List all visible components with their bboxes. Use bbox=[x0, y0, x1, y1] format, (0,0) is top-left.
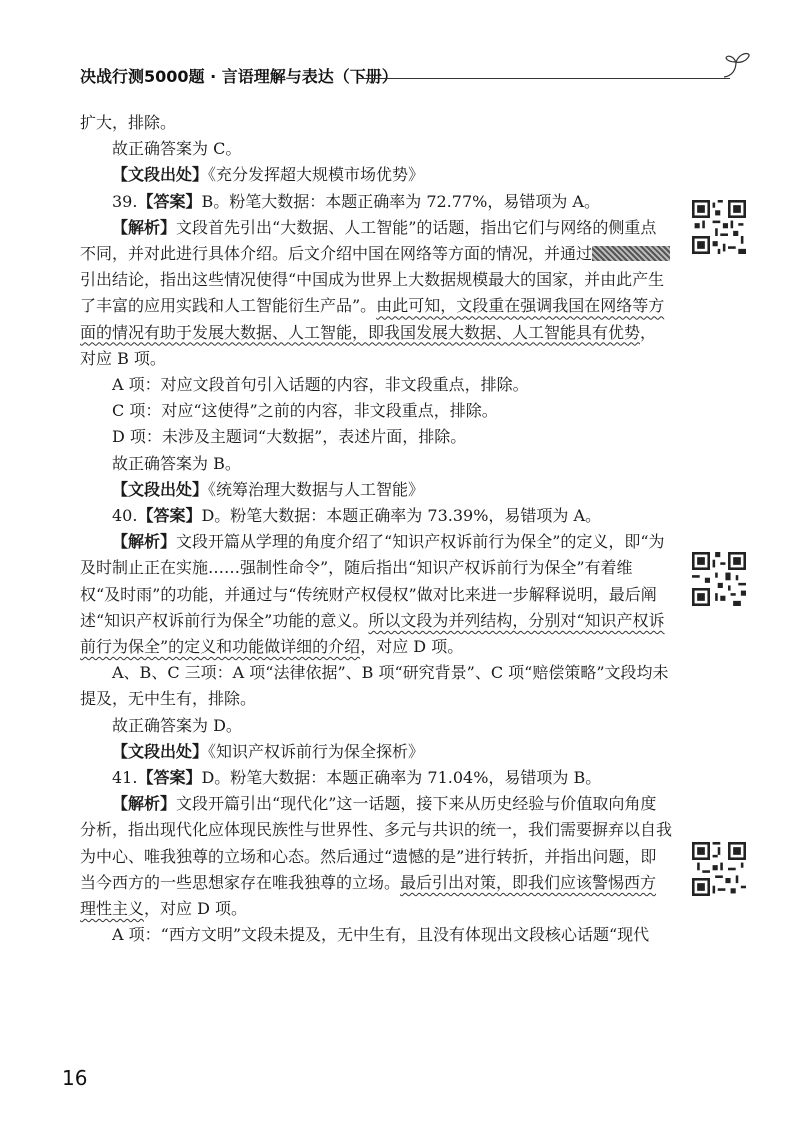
question-40-analysis bbox=[80, 529, 672, 660]
source-label: 【文段出处】 bbox=[112, 479, 209, 499]
analysis-text: 引出结论，指出这些情况使得“中国成为世界上大数据规模最大的国家，并由此产生了丰富的应用实践和人工智能衍生产品”。 bbox=[80, 270, 665, 316]
analysis-text: 文段首先引出“大数据、人工智能”的话题，指出它们与网络的侧重点不同，并对此进行具体介绍。后文介绍中国在网络等方面的情况，并通过 bbox=[80, 217, 657, 264]
option-explanation: D 项：未涉及主题词“大数据”，表述片面，排除。 bbox=[112, 427, 467, 447]
answer-label: 【答案】 bbox=[137, 768, 202, 788]
paragraph: 故正确答案为 C。 bbox=[112, 139, 242, 159]
answer-label: 【答案】 bbox=[137, 506, 202, 526]
leaf-icon bbox=[722, 48, 752, 78]
answer-text: B。粉笔大数据：本题正确率为 72.77%，易错项为 A。 bbox=[201, 191, 600, 211]
analysis-text: 文段开篇引出“现代化”这一话题，接下来从历史经验与价值取向角度分析，指出现代化应体现民族性与世界性、多元与共识的统一，我们需要摒弃以自我为中心、唯我独尊的立场和心态。然后通过“遗憾的是”进行转折，并指出问题，即当今西方的一些思想家存在唯我独尊的立场。 bbox=[80, 794, 673, 892]
question-39-analysis bbox=[80, 215, 672, 372]
qr-code-icon[interactable] bbox=[692, 200, 746, 254]
correct-answer: 故正确答案为 D。 bbox=[112, 715, 242, 735]
question-number: 40. bbox=[112, 506, 138, 526]
option-explanation: C 项：对应“这使得”之前的内容，非文段重点，排除。 bbox=[112, 401, 498, 421]
question-39-answer bbox=[80, 189, 672, 215]
question-41-answer bbox=[80, 765, 672, 791]
header-rule bbox=[358, 78, 730, 79]
source-label: 【文段出处】 bbox=[112, 165, 209, 185]
smudge-mark bbox=[592, 246, 670, 261]
option-explanation: A 项：对应文段首句引入话题的内容，非文段重点，排除。 bbox=[112, 375, 529, 395]
source-line bbox=[80, 162, 672, 188]
source-label: 【文段出处】 bbox=[112, 741, 209, 761]
question-number: 39. bbox=[112, 191, 138, 211]
running-header bbox=[80, 62, 752, 92]
analysis-label: 【解析】 bbox=[112, 794, 177, 814]
source-title: 《知识产权诉前行为保全探析》 bbox=[208, 741, 425, 761]
qr-code-icon[interactable] bbox=[692, 842, 746, 896]
key-sentence: 由此可知，文段重在强调我国在网络等方面的情况有助于发展大数据、人工智能，即我国发展大数据、人工智能具有优势 bbox=[80, 296, 665, 342]
analysis-label: 【解析】 bbox=[112, 217, 177, 237]
paragraph: 扩大，排除。 bbox=[80, 113, 177, 132]
source-line bbox=[80, 477, 672, 503]
source-line bbox=[80, 739, 672, 765]
header-title: 决战行测5000题 · 言语理解与表达（下册） bbox=[80, 67, 398, 86]
key-sentence: 最后引出对策，即我们应该警惕西方理性主义 bbox=[80, 872, 657, 919]
option-explanation: A、B、C 三项：A 项“法律依据”、B 项“研究背景”、C 项“赔偿策略”文段均未提及，无中生有，排除。 bbox=[80, 663, 669, 709]
analysis-text: ，对应 D 项。 bbox=[360, 637, 464, 657]
question-number: 41. bbox=[112, 768, 138, 788]
source-title: 《充分发挥超大规模市场优势》 bbox=[208, 165, 425, 185]
analysis-label: 【解析】 bbox=[112, 532, 177, 552]
page-number: 16 bbox=[62, 1066, 88, 1090]
key-sentence: 所以文段为并列结构，分别对“知识产权诉前行为保全”的定义和功能做详细的介绍 bbox=[80, 610, 665, 657]
correct-answer: 故正确答案为 B。 bbox=[112, 453, 241, 473]
qr-code-icon[interactable] bbox=[692, 552, 746, 606]
analysis-text: 文段开篇从学理的角度介绍了“知识产权诉前行为保全”的定义，即“为及时制止正在实施……强制性命令”，随后指出“知识产权诉前行为保全”有着维权“及时雨”的功能，并通过与“传统财产权侵权”做对比来进一步解释说明，最后阐述“知识产权诉前行为保全”功能的意义。 bbox=[80, 532, 665, 630]
page-content bbox=[80, 110, 672, 949]
answer-text: D。粉笔大数据：本题正确率为 73.39%，易错项为 A。 bbox=[201, 506, 602, 526]
source-title: 《统筹治理大数据与人工智能》 bbox=[208, 479, 425, 499]
answer-text: D。粉笔大数据：本题正确率为 71.04%，易错项为 B。 bbox=[201, 768, 602, 788]
question-41-analysis bbox=[80, 791, 672, 922]
option-explanation: A 项：“西方文明”文段未提及，无中生有，且没有体现出文段核心话题“现代 bbox=[112, 925, 650, 945]
answer-label: 【答案】 bbox=[137, 191, 202, 211]
analysis-text: ，对应 D 项。 bbox=[144, 899, 248, 919]
question-40-answer bbox=[80, 503, 672, 529]
analysis-text: ，对应 B 项。 bbox=[80, 322, 657, 368]
